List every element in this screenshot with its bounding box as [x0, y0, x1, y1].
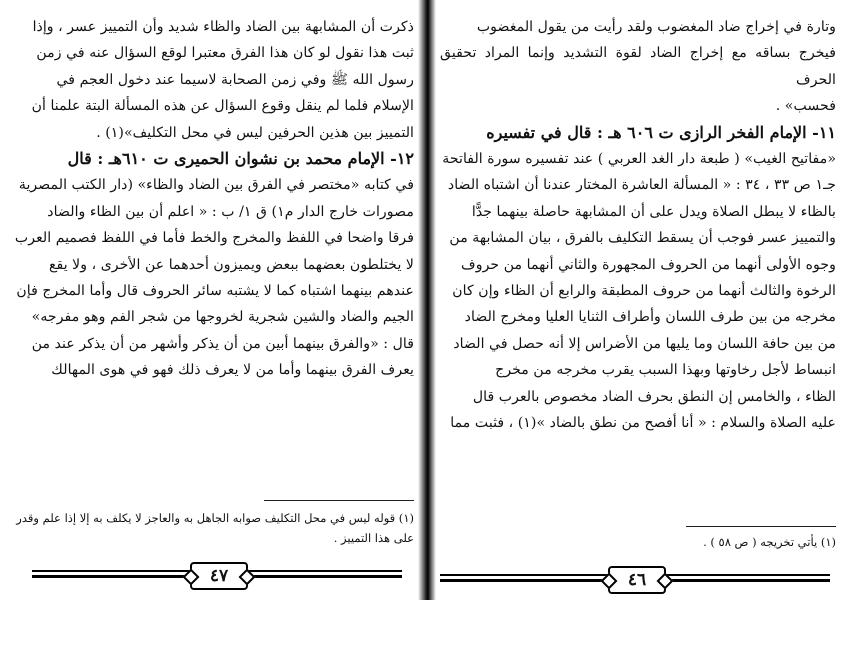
left-footnote: [8, 508, 414, 548]
right-footnote: [440, 532, 836, 552]
right-page: [440, 14, 836, 599]
book-gutter: [418, 0, 436, 600]
text-line: عليه الصلاة والسلام : « أنا أفصح من نطق بالضاد »(١) ، فثبت مما: [450, 415, 836, 432]
text-line: عندهم بينهما اشتباه كما لا يشتبه سائر الحروف قال وأما المخرج فإن: [16, 283, 414, 300]
right-page-body: [440, 14, 836, 437]
left-page: [8, 14, 414, 599]
text-line: الرخوة والثالث أنهما من حروف المطبقة والرابع أن الظاء وإن كان: [452, 283, 836, 300]
footnote-line: (١) يأتي تخريجه ( ص ٥٨ ) .: [703, 535, 836, 549]
page-number: ٤٦: [608, 566, 666, 594]
text-line: قال : «والفرق بينهما أبين من أن يذكر وأشهر من أن يذكر عند من: [31, 335, 414, 352]
section-heading: ١٢- الإمام محمد بن نشوان الحميرى ت ٦١٠هـ : قال: [67, 149, 414, 169]
text-line: «مفاتيح الغيب» ( طبعة دار الغد العربي ) عند تفسيره سورة الفاتحة: [442, 151, 836, 168]
text-line: فرقا واضحا في اللفظ والمخرج والخط فأما في اللفظ فصميم العرب: [14, 230, 414, 247]
text-line: وتارة في إخراج ضاد المغضوب ولقد رأيت من يقول المغضوب: [476, 19, 836, 35]
footnote-rule: [686, 526, 836, 527]
text-line: التمييز بين هذين الحرفين ليس في محل التكليف»(١) .: [96, 124, 414, 141]
footnote-line: على هذا التمييز .: [333, 531, 414, 545]
right-folio-bar: [440, 566, 830, 592]
text-line: الجيم والضاد والشين شجرية لخروجها من شجر الفم وهو مفرجه»: [31, 309, 414, 326]
text-line: وجوه الأولى أنهما من الحروف المجهورة والثاني أنهما من حروف: [461, 256, 836, 273]
section-heading: ١١- الإمام الفخر الرازى ت ٦٠٦ هـ : قال في تفسيره: [486, 122, 836, 142]
footnote-rule: [264, 500, 414, 501]
text-line: في كتابه «مختصر في الفرق بين الضاد والظاء» (دار الكتب المصرية: [18, 177, 414, 194]
text-line: جـ١ ص ٣٣ ، ٣٤ : « المسألة العاشرة المختار عندنا أن اشتباه الضاد: [447, 177, 836, 194]
left-page-body: [8, 14, 414, 384]
bottom-margin: [0, 600, 848, 653]
left-folio-bar: [32, 562, 402, 588]
text-line: فيخرج بساقه مع إخراج الضاد لقوة التشديد وإنما المراد تحقيق الحرف: [440, 45, 836, 88]
text-line: والتمييز عسر فوجب أن يسقط التكليف بالفرق ، بيان المشابهة من: [449, 230, 836, 247]
text-line: رسول الله ﷺ وفي زمن الصحابة لاسيما عند دخول العجم في: [56, 71, 414, 88]
text-line: انبساط لأجل رخاوتها وبهذا السبب يقرب مخرجه من مخرج: [495, 362, 836, 379]
text-line: من بين حافة اللسان وما يليها من الأضراس إلا أنه حصل في الضاد: [453, 335, 836, 352]
text-line: مصورات خارج الدار م١) ق ١/ ب : « اعلم أن بين الظاء والضاد: [47, 203, 414, 220]
text-line: بالظاء لا يبطل الصلاة ويدل على أن المشابهة حاصلة بينهما جدًّا: [471, 203, 836, 220]
page-number: ٤٧: [190, 562, 248, 590]
text-line: ذكرت أن المشابهة بين الضاد والظاء شديد وأن التمييز عسر ، وإذا: [32, 19, 414, 35]
text-line: ثبت هذا نقول لو كان هذا الفرق معتبرا لوقع السؤال عنه في زمن: [36, 45, 414, 62]
text-line: مخرجه من بين طرف اللسان وأطراف الثنايا العليا ومخرج الضاد: [464, 309, 836, 326]
text-line: فحسب» .: [775, 98, 836, 115]
text-line: الإسلام فلما لم ينقل وقوع السؤال عن هذه المسألة البتة علمنا أن: [31, 98, 414, 115]
text-line: الظاء ، والخامس إن النطق بحرف الضاد مخصوص بالعرب قال: [472, 388, 836, 405]
text-line: لا يختلطون بعضهما ببعض ويميزون أحدهما عن الأخرى ، ولا يقع: [48, 256, 414, 273]
text-line: يعرف الفرق بينهما وأما من لا يعرف ذلك فهو في هوى المهالك: [51, 362, 414, 379]
footnote-line: (١) قوله ليس في محل التكليف صوابه الجاهل به والعاجز لا يكلف به إلا إذا علم وقدر: [16, 511, 414, 525]
